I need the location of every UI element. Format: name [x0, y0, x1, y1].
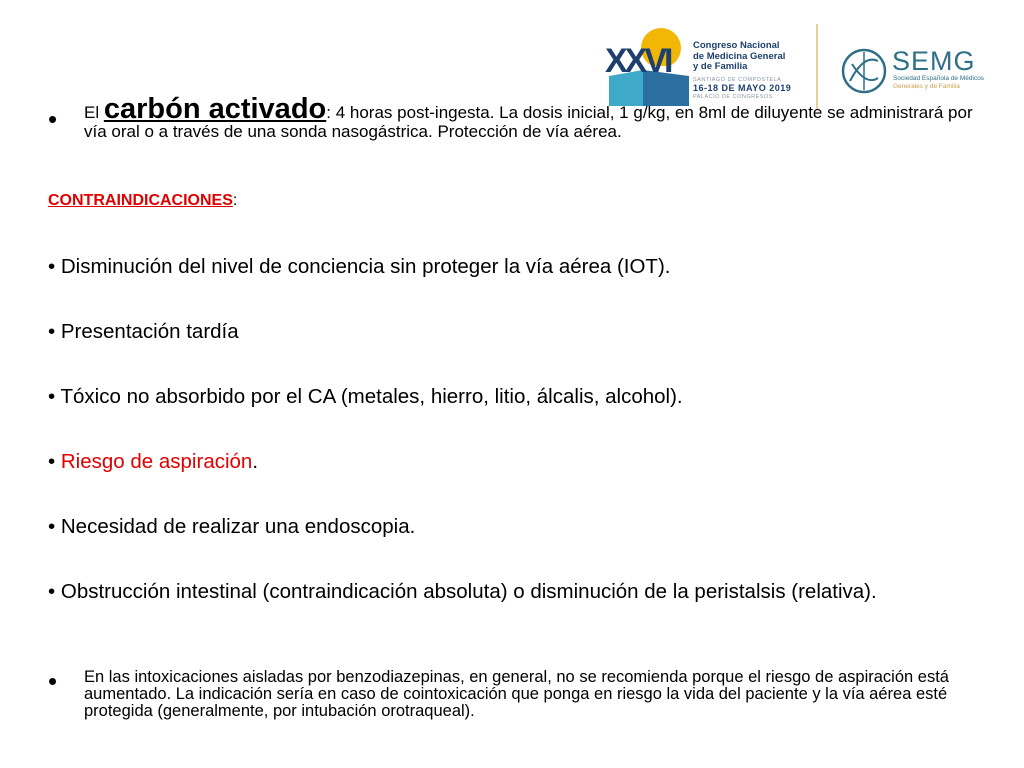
congreso-numeral: XXVI	[605, 42, 671, 80]
contraindicaciones-colon: :	[232, 192, 238, 209]
riesgo-end: .	[252, 450, 259, 473]
note-paragraph: En las intoxicaciones aisladas por benzodiazepinas, en general, no se recomienda porque el riesgo de aspiración está aumentado. La indicación sería en caso de cointoxicación que ponga en riesgo la vida del paciente y la vía aérea esté protegida (generalmente, por intubación orotraqueal).	[84, 668, 949, 720]
intro-prefix: El	[84, 103, 104, 122]
list-item: • Presentación tardía	[48, 320, 239, 343]
congreso-venue: PALACIO DE CONGRESOS	[693, 94, 773, 100]
congreso-line-2: de Medicina General	[693, 50, 786, 62]
congreso-name	[693, 41, 785, 73]
semg-logo	[840, 46, 985, 98]
intro-emphasis: carbón activado	[103, 93, 327, 125]
semg-title: SEMG	[892, 46, 976, 76]
riesgo-bullet: •	[48, 450, 61, 473]
semg-subtitle-2: Generales y de Familia	[893, 83, 960, 90]
congreso-line-1: Congreso Nacional	[693, 40, 780, 51]
list-item: • Obstrucción intestinal (contraindicación absoluta) o disminución de la peristalsis (relativa).	[48, 580, 877, 603]
congreso-dates: 16-18 DE MAYO 2019	[693, 83, 792, 93]
list-item: • Necesidad de realizar una endoscopia.	[48, 515, 416, 538]
congreso-city: SANTIAGO DE COMPOSTELA	[693, 77, 782, 83]
intro-rest: : 4 horas post-ingesta. La dosis inicial, 1 g/kg, en 8ml de diluyente se administrará por vía oral o a través de una sonda nasogástrica. Protección de vía aérea.	[84, 103, 973, 141]
contraindicaciones-title: CONTRAINDICACIONES	[48, 192, 233, 209]
congreso-line-3: y de Familia	[693, 61, 748, 72]
congreso-logo	[603, 26, 803, 106]
semg-emblem-icon	[840, 46, 888, 96]
intro-bullet: •	[48, 104, 58, 134]
list-item: • Disminución del nivel de conciencia sin proteger la vía aérea (IOT).	[48, 255, 671, 278]
logo-divider	[816, 24, 818, 110]
contraindicaciones-heading	[48, 192, 237, 210]
note-bullet: •	[48, 666, 58, 696]
semg-subtitle-1: Sociedad Española de Médicos	[893, 75, 985, 82]
list-item-riesgo	[48, 450, 978, 473]
list-item: • Tóxico no absorbido por el CA (metales, hierro, litio, álcalis, alcohol).	[48, 385, 683, 408]
riesgo-text: Riesgo de aspiración	[60, 450, 253, 473]
